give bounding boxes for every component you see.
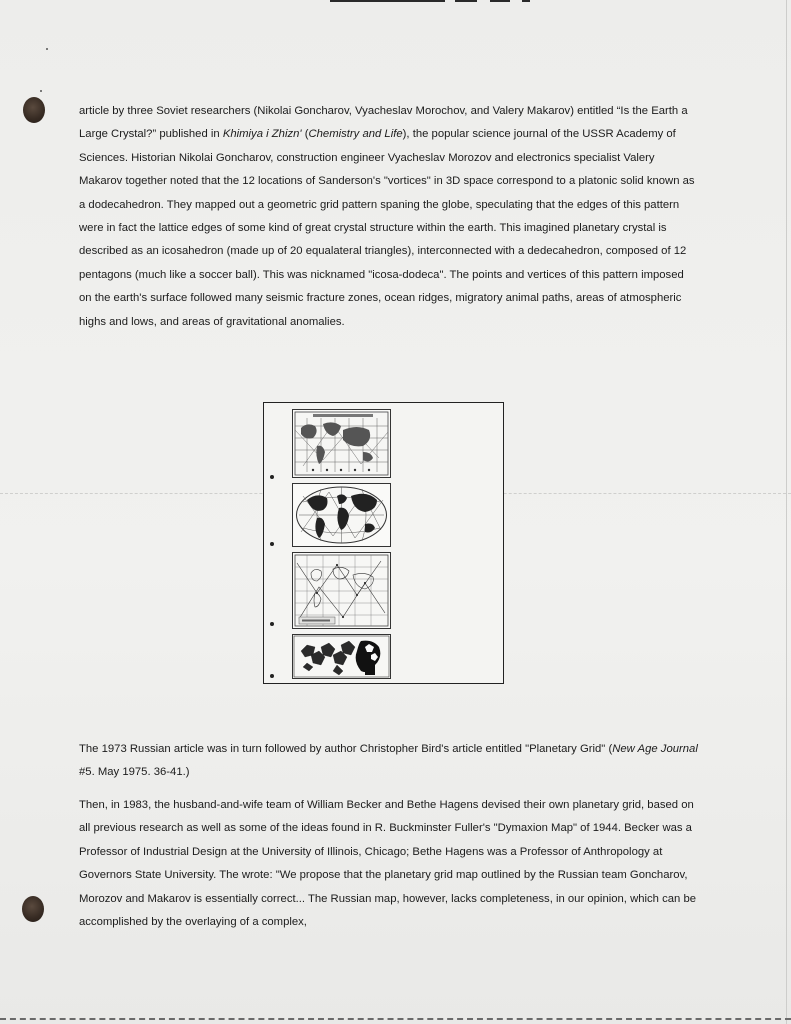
planetary-grid-figure [263,402,504,684]
scan-speck [40,90,42,92]
panel-annotated-grid-map [292,552,391,629]
paragraph-soviet-researchers [79,100,699,334]
punch-hole-top [23,97,45,123]
top-edge-rule [330,0,445,2]
top-edge-rule [490,0,510,2]
body-text: Then, in 1983, the husband-and-wife team of William Becker and Bethe Hagens devised their own planetary grid, based on all previous research as well as some of the ideas found in R. Buckminster Fuller's "Dymaxion Map" of 1944. Becker was a Professor of Industrial Design at the University of Illinois, Chicago; Bethe Hagens was a Professor of Anthropology at Governors State University. The wrote: "We propose that the planetary grid map outlined by the Russian team Goncharov, Morozov and Makarov is essentially correct... The Russian map, however, lacks completeness, in our opinion, which can be accomplished by the overlaying of a complex, [79,799,697,929]
rectangular-grid-map-icon [293,410,390,477]
body-text: ), the popular science journal of the USSR Academy of Sciences. Historian Nikolai Goncharov, construction engineer Vyacheslav Morozov and electronics specialist Valery Makarov together noted that the 12 locations of Sanderson's "vortices" in 3D space correspond to a platonic solid known as a dodecahedron. They mapped out a geometric grid pattern spaning the globe, speculating that the edges of this pattern were in fact the lattice edges of some kind of great crystal structure within the earth. This imagined planetary crystal is described as an icosahedron (made up of 20 equalateral triangles), interconnected with a dedecahedron, composed of 12 pentagons (much like a soccer ball). This was nicknamed "icosa-dodeca". The points and vertices of this pattern imposed on the earth's surface followed many seismic fracture zones, ocean ridges, migratory animal paths, areas of atmospheric highs and lows, and areas of gravitational anomalies. [79,128,695,328]
panel-polyhedra-maps [292,634,391,679]
body-text: The 1973 Russian article was in turn followed by author Christopher Bird's article entitled "Planetary Grid" ( [79,743,613,755]
panel-oval-world-map [292,483,391,547]
page-right-edge [786,0,787,1024]
paragraph-becker-hagens [79,794,699,934]
body-text: ( [304,128,309,141]
panel-bullet [270,542,274,546]
top-edge-rule [455,0,477,2]
panel-bullet [270,475,274,479]
punch-hole-bottom [22,896,44,922]
body-text: #5. May 1975. 36-41.) [79,766,190,778]
panel-rectangular-grid-map [292,409,391,478]
annotated-grid-map-icon [293,553,390,628]
paragraph-bird-article [79,738,699,784]
bottom-edge-rule [0,1018,791,1020]
panel-bullet [270,674,274,678]
top-edge-rule [522,0,530,2]
oval-world-map-icon [293,484,390,546]
polyhedra-map-icon [293,635,390,678]
italic-title-text: Chemistry and Life [308,128,403,141]
italic-title-text: Khimiya i Zhizn' [222,128,305,141]
body-text: article by three Soviet researchers (Nikolai Goncharov, Vyacheslav Morochov, and Valery Makarov) entitled “Is the Earth a Large Crystal?” published in [79,105,688,141]
scan-speck [46,48,48,50]
panel-bullet [270,622,274,626]
italic-title-text: New Age Journal [612,743,698,755]
